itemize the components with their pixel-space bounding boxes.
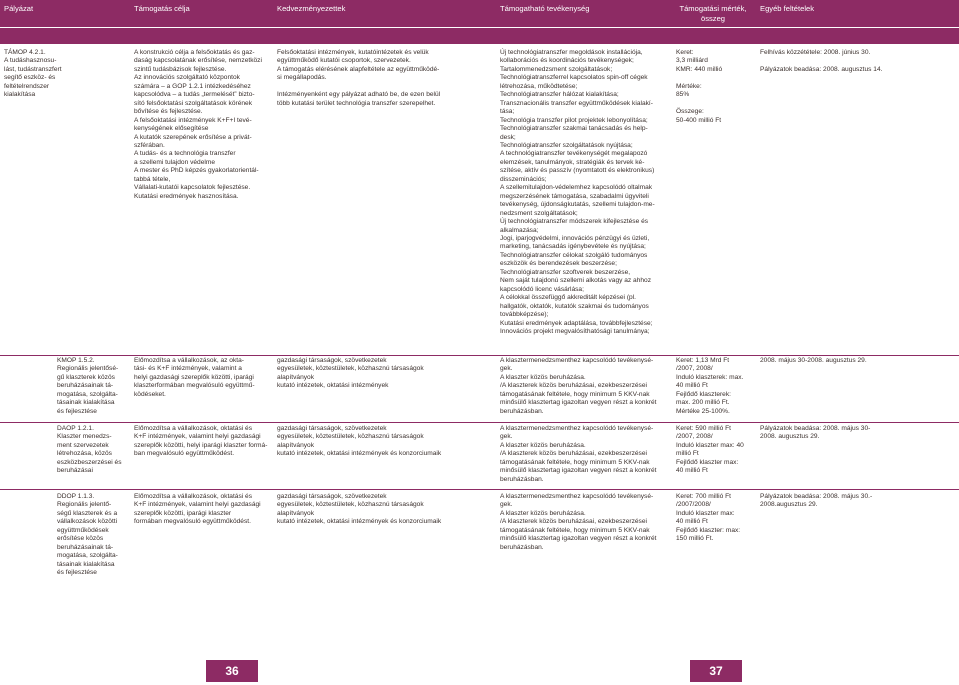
text-line: bővítése és fejlesztése. (134, 108, 203, 116)
text-line: kutató intézetek, oktatási intézmények (277, 382, 389, 390)
text-line: elemzések, tanulmányok, stratégiák és tervek ké- (500, 158, 645, 166)
text-line (277, 83, 497, 91)
text-line: A klasztermenedzsmenthez kapcsolódó tevékenysé- (500, 425, 654, 432)
text-line: A felsőoktatási intézmények K+F+I tevé- (134, 116, 252, 124)
text-line: sító felsőoktatási szolgáltatások körének (134, 99, 253, 107)
text-line: Technológiatranszferrel kapcsolatos spin-off cégek (500, 74, 648, 82)
text-line: Technológiatranszfer szakmai tanácsadás és help- (500, 125, 648, 133)
text-line: beruházásainak tá- (57, 543, 114, 551)
text-line: alkalmazása; (500, 226, 539, 234)
text-line: kutató intézetek, oktatási intézmények és konzorciumaik (277, 518, 442, 526)
text-line: Klaszter menedzs- (57, 433, 112, 441)
text-line: A tudáshasznosu- (4, 57, 57, 65)
text-line: Regionális jelentő- (57, 501, 112, 509)
text-line: 150 millió Ft. (676, 535, 714, 543)
text-line: 85% (676, 91, 690, 99)
text-line: erősítése közös (57, 535, 104, 543)
text-line: szintű tudásbázisok fejlesztése. (134, 65, 227, 73)
text-line: ban megvalósuló együttműködést. (134, 450, 235, 458)
text-line: megszerzésének támogatása, szabadalmi ügyviteli (500, 192, 649, 200)
text-line: támogatásának feltétele, hogy minimum 5 KKV-nak (500, 390, 650, 398)
text-line: Fejlődő klaszter: max: (676, 526, 741, 534)
text-line: minősülő klasztertag igazoltan vegyen részt a konkrét (500, 399, 657, 407)
text-line: A tudás- és a technológia transzfer (134, 150, 236, 158)
text-line: disszeminációs; (500, 175, 547, 183)
text-line: beruházásban. (500, 407, 544, 415)
text-line: továbbképzése); (500, 311, 549, 319)
text-line: 2008.augusztus 29. (760, 501, 818, 509)
text-line: több kutatási terület technológia transzfer szerepelhet. (277, 99, 436, 107)
text-line: együttműködő kutatói csoportok, szervezetek. (277, 57, 411, 65)
header-merteke-line: Támogatási mérték, (679, 4, 747, 13)
text-line: 40 millió Ft (676, 518, 708, 526)
text-line (760, 57, 956, 65)
text-line: kapcsolódva – a tudás „termelését” bizto- (134, 91, 255, 99)
text-line: Mértéke 25-100%. (676, 407, 730, 415)
text-line: Mértéke: (676, 82, 702, 90)
row4-egyeb (760, 493, 956, 510)
text-line: Az innovációs szolgáltató központok (134, 74, 240, 82)
text-line: /A klaszterek közös beruházásai, ezekbeszerzései (500, 382, 647, 390)
text-line: kapcsolódó licenc vásárlása; (500, 285, 584, 293)
text-line: Felhívás közzététele: 2008. június 30. (760, 49, 871, 56)
text-line: ségű klaszterek és a (57, 509, 118, 517)
row1-kedvezmenyezettek (277, 49, 497, 108)
row2-egyeb (760, 357, 956, 365)
text-line: KMR: 440 millió (676, 65, 723, 73)
text-line: létrehozása, közös (57, 450, 112, 458)
text-line: kollaborációs és koordinációs tevékenységek; (500, 57, 634, 65)
text-line: A kutatók szerepének erősítése a privát- (134, 133, 252, 141)
text-line: Pályázatok beadása: 2008. május 30- (760, 425, 871, 432)
text-line: Nem saját tulajdonú szellemi alkotás vagy az ahhoz (500, 277, 652, 285)
text-line: Felsőoktatási intézmények, kutatóintézetek és velük (277, 49, 429, 56)
row3-tevekenyseg (500, 425, 674, 484)
text-line: Új technológiatranszfer módszerek kifejlesztése és (500, 218, 649, 226)
text-line: Keret: 1,13 Mrd Ft (676, 357, 730, 364)
text-line: a szellemi tulajdon védelme (134, 158, 215, 166)
text-line: alapítványok (277, 373, 315, 381)
text-line: szférában. (134, 141, 165, 149)
row2-celja (134, 357, 274, 399)
header-palyazat: Pályázat (4, 4, 34, 13)
row2-palyazat (57, 357, 131, 416)
row4-palyazat (57, 493, 131, 578)
row2-merteke (676, 357, 758, 416)
text-line: Transznacionális transzfer együttműködések kialakí- (500, 99, 653, 107)
row4-kedvezmenyezettek (277, 493, 497, 527)
page-number-right: 37 (690, 660, 742, 682)
text-line: gű klaszterek közös (57, 373, 115, 381)
row3-egyeb (760, 425, 956, 442)
text-line: mogatása, szolgálta- (57, 552, 118, 560)
text-line: Innovációs projekt megvalósíthatósági tanulmánya; (500, 327, 650, 335)
text-line: gek. (500, 501, 513, 509)
text-line: Keret: 590 millió Ft (676, 425, 731, 432)
text-line: beruházásban. (500, 475, 544, 483)
text-line: feltételrendszer (4, 82, 50, 90)
text-line: szítése, aktív és passzív (nyomtatott és elektronikus) (500, 167, 655, 175)
text-line: max. 200 millió Ft. (676, 399, 730, 407)
text-line: A technológiatranszfer tevékenységét megalapozó (500, 150, 648, 158)
text-line: beruházásai (57, 467, 93, 475)
row2-kedvezmenyezettek (277, 357, 497, 391)
row3-kedvezmenyezettek (277, 425, 497, 459)
text-line: 40 millió Ft (676, 382, 708, 390)
text-line: Keret: (676, 49, 694, 56)
text-line: eszközök és berendezések beszerzése; (500, 260, 617, 268)
page-number-left: 36 (206, 660, 258, 682)
text-line: A célokkal összefüggő akkreditált képzései (pl. (500, 294, 636, 302)
text-line: Pályázatok beadása: 2008. augusztus 14. (760, 65, 883, 73)
header-merteke (676, 4, 750, 23)
text-line: /2007, 2008/ (676, 365, 713, 373)
text-line: /A klaszterek közös beruházásai, ezekbeszerzései (500, 518, 647, 526)
text-line: 40 millió Ft (676, 467, 708, 475)
row4-tevekenyseg (500, 493, 674, 552)
text-line: 50-400 millió Ft (676, 116, 722, 124)
row1-merteke (676, 49, 758, 125)
text-line: nedzsment szolgáltatások; (500, 209, 578, 217)
text-line: létrehozása, működtetése; (500, 82, 578, 90)
text-line: egyesületek, köztestületek, közhasznú társaságok (277, 433, 424, 441)
text-line: Keret: 700 millió Ft (676, 493, 731, 500)
text-line: ment szervezetek (57, 441, 109, 449)
text-line: szereplők közötti, iparági klaszter (134, 509, 232, 517)
text-line: A mester és PhD képzés gyakorlatorientál- (134, 167, 259, 175)
text-line: beruházásainak tá- (57, 382, 114, 390)
text-line: A klasztermenedzsmenthez kapcsolódó tevékenysé- (500, 357, 654, 364)
text-line: ködéseket. (134, 390, 166, 398)
row3-palyazat (57, 425, 131, 476)
text-line: Technológiatranszfer célokat szolgáló tudományos (500, 251, 648, 259)
text-line: kialakítása (4, 91, 36, 99)
text-line: DAOP 1.2.1. (57, 425, 94, 432)
text-line: A klaszter közös beruházása. (500, 373, 586, 381)
text-line: együttműködések (57, 526, 109, 534)
text-line: A támogatás elérésének alapfeltétele az együttműködé- (277, 65, 440, 73)
text-line: Technológiatranszfer hálózat kialakítása; (500, 91, 619, 99)
text-line: támogatásának feltétele, hogy minimum 5 KKV-nak (500, 458, 650, 466)
row-separator (57, 489, 959, 490)
text-line: minősülő klasztertag igazoltan vegyen részt a konkrét (500, 467, 657, 475)
text-line: gek. (500, 365, 513, 373)
text-line: formában megvalósuló együttműködést. (134, 518, 251, 526)
header-celja: Támogatás célja (134, 4, 190, 13)
row1-celja (134, 49, 274, 201)
text-line: kutató intézetek, oktatási intézmények és konzorciumaik (277, 450, 442, 458)
row3-celja (134, 425, 274, 459)
text-line: /2007, 2008/ (676, 433, 713, 441)
text-line: egyesületek, köztestületek, közhasznú társaságok (277, 365, 424, 373)
text-line: tevékenység, újdonságkutatás, szellemi tulajdon-me- (500, 201, 655, 209)
row1-tevekenyseg (500, 49, 674, 336)
text-line: /A klaszterek közös beruházásai, ezekbeszerzései (500, 450, 647, 458)
text-line: Induló klaszter max: (676, 509, 735, 517)
text-line: hallgatók, oktatók, kutatók szakmai és tudományos (500, 302, 649, 310)
row-separator (0, 355, 57, 356)
text-line: klaszterformában megvalósuló együttmű- (134, 382, 255, 390)
text-line: tásainak kialakítása (57, 560, 115, 568)
text-line: Induló klaszterek: max. (676, 373, 744, 381)
text-line: támogatásának feltétele, hogy minimum 5 KKV-nak (500, 526, 650, 534)
text-line: Előmozdítsa a vállalkozások, oktatási és (134, 425, 253, 432)
text-line: daság kapcsolatának erősítése, nemzetközi (134, 57, 262, 65)
text-line: A szellemitulajdon-védelemhez kapcsolódó oltalmak (500, 184, 653, 192)
header-kedvezmenyezettek: Kedvezményezettek (277, 4, 346, 13)
text-line (676, 100, 758, 108)
text-line: minősülő klasztertag igazoltan vegyen részt a konkrét (500, 535, 657, 543)
text-line: 2008. augusztus 29. (760, 433, 820, 441)
text-line: helyi gazdasági szereplők közötti, iparági (134, 373, 254, 381)
text-line: Vállalati-kutatói kapcsolatok fejlesztése. (134, 184, 251, 192)
text-line: desk; (500, 133, 516, 141)
row3-merteke (676, 425, 758, 476)
text-line: A klaszter közös beruházása. (500, 509, 586, 517)
text-line (676, 74, 758, 82)
text-line: gek. (500, 433, 513, 441)
text-line: beruházásban. (500, 543, 544, 551)
text-line: Technológiatranszfer szoftverek beszerzése, (500, 268, 631, 276)
text-line: Előmozdítsa a vállalkozások, oktatási és (134, 493, 253, 500)
text-line: segítő eszköz- és (4, 74, 56, 82)
text-line: Tartalommenedzsment szolgáltatások; (500, 65, 613, 73)
text-line: gazdasági társaságok, szövetkezetek (277, 357, 387, 364)
text-line: Összege: (676, 108, 704, 116)
text-line: és fejlesztése (57, 407, 97, 415)
text-line: vállalkozások közötti (57, 518, 118, 526)
text-line: A klaszter közös beruházása. (500, 441, 586, 449)
text-line: alapítványok (277, 441, 315, 449)
text-line: Intézményenként egy pályázat adható be, de ezen belül (277, 91, 441, 99)
text-line: gazdasági társaságok, szövetkezetek (277, 425, 387, 432)
text-line: Fejlődő klaszterek: (676, 390, 731, 398)
header-merteke-line: összeg (700, 13, 726, 23)
row-separator (0, 422, 57, 423)
text-line: tási- és K+F intézmények, valamint a (134, 365, 242, 373)
text-line: Új technológiatranszfer megoldások installációja, (500, 49, 643, 56)
row-separator (57, 422, 959, 423)
text-line: 2008. május 30-2008. augusztus 29. (760, 357, 867, 364)
text-line: kenységének elősegítése (134, 125, 209, 133)
table-header (0, 0, 959, 44)
text-line: Technológia transzfer pilot projektek lebonyolítása; (500, 116, 648, 124)
text-line: A klasztermenedzsmenthez kapcsolódó tevékenysé- (500, 493, 654, 500)
text-line: alapítványok (277, 509, 315, 517)
text-line: Fejlődő klaszter max: (676, 458, 739, 466)
text-line: mogatása, szolgálta- (57, 390, 118, 398)
text-line: Induló klaszter max: 40 (676, 441, 744, 449)
header-tevekenyseg: Támogatható tevékenység (500, 4, 590, 13)
text-line: Regionális jelentősé- (57, 365, 119, 373)
text-line: K+F intézmények, valamint helyi gazdasági (134, 433, 261, 441)
text-line: Technológiatranszfer szolgáltatások nyújtása; (500, 141, 633, 149)
text-line: eszközbeszerzései és (57, 458, 122, 466)
row-separator (0, 489, 57, 490)
text-line: szereplők közötti, helyi iparági klaszter formá- (134, 441, 268, 449)
header-divider (0, 27, 959, 28)
text-line: DDOP 1.1.3. (57, 493, 95, 500)
text-line: KMOP 1.5.2. (57, 357, 95, 364)
text-line: Kutatási eredmények adaptálása, továbbfejlesztése; (500, 319, 653, 327)
text-line: Pályázatok beadása: 2008. május 30.- (760, 493, 873, 500)
row2-tevekenyseg (500, 357, 674, 416)
text-line: lást, tudástranszfert (4, 65, 62, 73)
text-line: tásainak kialakítása (57, 399, 115, 407)
row4-merteke (676, 493, 758, 544)
text-line: gazdasági társaságok, szövetkezetek (277, 493, 387, 500)
text-line: marketing, tanácsadás igénybevétele és nyújtása; (500, 243, 646, 251)
text-line: A konstrukció célja a felsőoktatás és gaz- (134, 49, 255, 56)
text-line: tása; (500, 108, 515, 116)
text-line: számára – a GOP 1.2.1 intézkedéséhez (134, 82, 251, 90)
row-separator (57, 355, 959, 356)
text-line: Előmozdítsa a vállalkozások, az okta- (134, 357, 244, 364)
row1-egyeb (760, 49, 956, 74)
text-line: TÁMOP 4.2.1. (4, 49, 46, 56)
text-line: egyesületek, köztestületek, közhasznú társaságok (277, 501, 424, 509)
text-line: /2007/2008/ (676, 501, 711, 509)
text-line: Kutatási eredmények hasznosítása. (134, 192, 239, 200)
row4-celja (134, 493, 274, 527)
text-line: és fejlesztése (57, 569, 97, 577)
text-line: K+F intézmények, valamint helyi gazdasági (134, 501, 261, 509)
text-line: si megállapodás. (277, 74, 327, 82)
text-line: millió Ft (676, 450, 699, 458)
text-line: Jogi, iparjogvédelmi, innovációs pénzügyi és üzleti, (500, 234, 650, 242)
header-egyeb: Egyéb feltételek (760, 4, 815, 13)
text-line: 3,3 milliárd (676, 57, 708, 65)
text-line: tabbá tétele, (134, 175, 171, 183)
row1-palyazat (4, 49, 62, 100)
